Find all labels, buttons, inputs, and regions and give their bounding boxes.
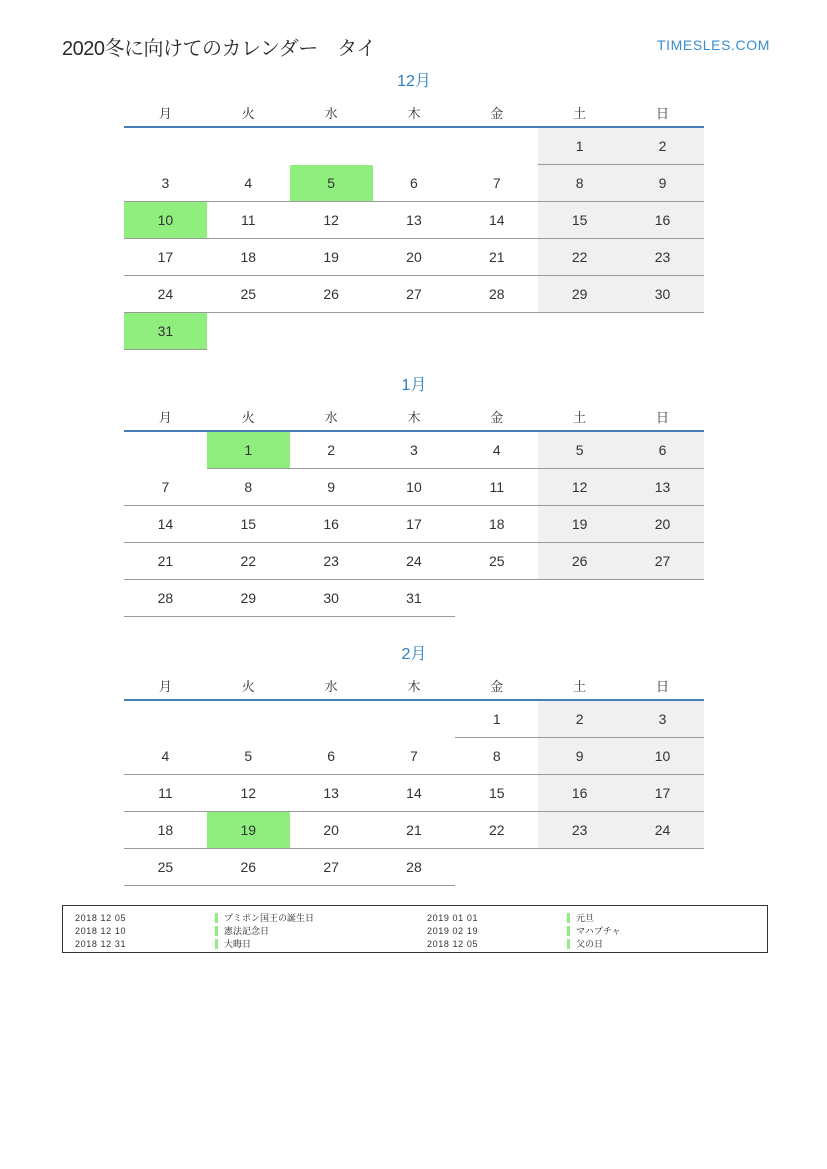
day-number: 24 [654, 822, 671, 838]
calendar-body [124, 431, 704, 617]
day-number: 3 [658, 711, 667, 727]
calendar-day-cell[interactable] [373, 580, 456, 617]
day-number: 2 [575, 711, 584, 727]
day-number: 21 [489, 249, 505, 265]
weekday-tue: 火 [207, 671, 290, 700]
calendar-day-cell[interactable] [207, 506, 290, 543]
day-number: 24 [406, 553, 422, 569]
day-number: 15 [571, 212, 588, 228]
calendar-day-cell[interactable] [538, 165, 621, 202]
calendar-table [124, 671, 704, 886]
legend-date: 2019 01 01 [427, 912, 479, 923]
holiday-legend [62, 905, 768, 953]
day-number: 17 [406, 516, 422, 532]
day-number: 23 [571, 822, 588, 838]
day-number: 12 [571, 479, 588, 495]
calendar-cell-empty [124, 127, 207, 165]
calendar-day-cell[interactable] [124, 239, 207, 276]
calendar-day-cell[interactable] [538, 506, 621, 543]
legend-holiday-name: 憲法記念日 [224, 926, 270, 936]
day-number: 11 [489, 479, 505, 495]
weekday-sun: 日 [621, 671, 704, 700]
day-number: 18 [240, 249, 257, 265]
calendar-day-cell[interactable] [538, 775, 621, 812]
day-number: 10 [157, 212, 174, 228]
weekday-mon: 月 [124, 402, 207, 431]
brand-label: TIMESLES.COM [657, 37, 770, 53]
calendar-day-cell[interactable] [621, 431, 704, 469]
calendar-week-row [124, 469, 704, 506]
calendar-day-cell[interactable] [455, 738, 538, 775]
weekday-header-row [124, 402, 704, 431]
calendar-day-cell[interactable] [373, 849, 456, 886]
calendar-day-cell[interactable] [621, 127, 704, 165]
calendar-cell-empty [538, 580, 621, 617]
day-number: 30 [654, 286, 671, 302]
day-number: 6 [327, 747, 335, 764]
calendar-week-row [124, 165, 704, 202]
calendar-week-row [124, 202, 704, 239]
month-title: 12月 [397, 73, 431, 90]
day-number: 27 [654, 553, 671, 569]
weekday-sat: 土 [538, 671, 621, 700]
day-number: 20 [654, 516, 671, 532]
calendar-day-cell[interactable] [290, 202, 373, 239]
calendar-day-cell[interactable] [290, 506, 373, 543]
calendar-week-row [124, 738, 704, 775]
legend-item [75, 937, 415, 950]
calendar-day-cell[interactable] [373, 775, 456, 812]
calendar-day-cell[interactable] [455, 700, 538, 738]
legend-item [427, 911, 767, 924]
calendar-day-cell[interactable] [207, 580, 290, 617]
day-number: 4 [161, 747, 170, 764]
day-number: 3 [161, 174, 170, 191]
day-number: 17 [654, 785, 671, 801]
calendar-day-cell[interactable] [290, 165, 373, 202]
day-number: 5 [244, 747, 253, 764]
weekday-sat: 土 [538, 402, 621, 431]
calendar-day-cell[interactable] [621, 239, 704, 276]
weekday-mon: 月 [124, 671, 207, 700]
weekday-wed: 水 [290, 98, 373, 127]
day-number: 22 [240, 553, 257, 569]
month-block-december [124, 72, 704, 350]
day-number: 2 [658, 138, 667, 154]
calendar-day-cell[interactable] [373, 738, 456, 775]
calendar-cell-empty [373, 700, 456, 738]
day-number: 13 [654, 479, 671, 495]
calendar-day-cell[interactable] [207, 276, 290, 313]
calendar-cell-empty [207, 313, 290, 350]
calendar-day-cell[interactable] [290, 543, 373, 580]
calendar-day-cell[interactable] [538, 276, 621, 313]
legend-date: 2018 12 31 [75, 938, 127, 949]
calendar-day-cell[interactable] [290, 469, 373, 506]
calendar-day-cell[interactable] [455, 812, 538, 849]
calendar-day-cell[interactable] [373, 239, 456, 276]
legend-item [427, 937, 767, 950]
calendar-week-row [124, 700, 704, 738]
weekday-tue: 火 [207, 98, 290, 127]
calendar-day-cell[interactable] [621, 543, 704, 580]
calendar-day-cell[interactable] [538, 812, 621, 849]
day-number: 11 [240, 212, 256, 228]
calendar-day-cell[interactable] [207, 431, 290, 469]
day-number: 28 [406, 859, 422, 875]
calendar-day-cell[interactable] [124, 313, 207, 350]
calendar-cell-empty [455, 849, 538, 886]
weekday-thu: 木 [373, 671, 456, 700]
legend-color-swatch-icon [215, 913, 218, 923]
weekday-fri: 金 [455, 671, 538, 700]
calendar-day-cell[interactable] [207, 239, 290, 276]
calendar-cell-empty [538, 313, 621, 350]
calendar-day-cell[interactable] [207, 775, 290, 812]
calendar-day-cell[interactable] [290, 239, 373, 276]
legend-date: 2018 12 05 [75, 912, 127, 923]
calendar-week-row [124, 849, 704, 886]
calendar-table [124, 402, 704, 617]
day-number: 31 [157, 323, 174, 339]
day-number: 1 [575, 138, 584, 154]
day-number: 21 [406, 822, 422, 838]
day-number: 13 [406, 212, 422, 228]
day-number: 19 [571, 516, 588, 532]
calendar-cell-empty [124, 700, 207, 738]
legend-color-swatch-icon [567, 939, 570, 949]
day-number: 1 [244, 442, 253, 458]
day-number: 4 [244, 174, 253, 191]
calendar-day-cell[interactable] [124, 543, 207, 580]
calendar-cell-empty [290, 700, 373, 738]
day-number: 9 [327, 479, 335, 495]
calendar-day-cell[interactable] [621, 165, 704, 202]
day-number: 20 [323, 822, 339, 838]
day-number: 27 [323, 859, 339, 875]
weekday-mon: 月 [124, 98, 207, 127]
day-number: 14 [157, 516, 174, 532]
calendar-day-cell[interactable] [538, 239, 621, 276]
calendar-day-cell[interactable] [290, 775, 373, 812]
day-number: 13 [323, 785, 339, 801]
day-number: 12 [240, 785, 257, 801]
calendar-day-cell[interactable] [207, 165, 290, 202]
weekday-tue: 火 [207, 402, 290, 431]
day-number: 11 [158, 785, 173, 801]
legend-date: 2019 02 19 [427, 925, 479, 936]
calendar-day-cell[interactable] [538, 738, 621, 775]
calendar-day-cell[interactable] [373, 543, 456, 580]
legend-color-swatch-icon [215, 939, 218, 949]
calendar-day-cell[interactable] [538, 543, 621, 580]
calendar-day-cell[interactable] [455, 543, 538, 580]
calendar-day-cell[interactable] [207, 849, 290, 886]
day-number: 3 [410, 442, 418, 458]
day-number: 22 [571, 249, 588, 265]
calendar-day-cell[interactable] [373, 812, 456, 849]
calendar-week-row [124, 276, 704, 313]
legend-date: 2018 12 10 [75, 925, 127, 936]
legend-item [75, 911, 415, 924]
calendar-day-cell[interactable] [124, 165, 207, 202]
calendar-cell-empty [373, 127, 456, 165]
calendar-day-cell[interactable] [621, 202, 704, 239]
day-number: 1 [492, 711, 501, 727]
day-number: 28 [157, 590, 174, 606]
calendar-day-cell[interactable] [207, 469, 290, 506]
legend-holiday-name: 大晦日 [224, 939, 252, 949]
day-number: 12 [323, 212, 339, 228]
day-number: 6 [658, 442, 667, 458]
legend-holiday-name: 元旦 [576, 913, 595, 923]
day-number: 6 [410, 174, 418, 191]
day-number: 19 [240, 822, 257, 838]
calendar-week-row [124, 239, 704, 276]
calendar-day-cell[interactable] [621, 276, 704, 313]
day-number: 4 [492, 442, 501, 458]
calendar-week-row [124, 775, 704, 812]
calendar-day-cell[interactable] [124, 276, 207, 313]
calendar-cell-empty [455, 580, 538, 617]
day-number: 15 [240, 516, 257, 532]
calendar-day-cell[interactable] [124, 812, 207, 849]
calendar-day-cell[interactable] [290, 276, 373, 313]
day-number: 9 [575, 748, 584, 764]
calendar-body [124, 700, 704, 886]
calendar-day-cell[interactable] [621, 738, 704, 775]
calendar-day-cell[interactable] [373, 276, 456, 313]
calendar-day-cell[interactable] [124, 849, 207, 886]
weekday-wed: 水 [290, 671, 373, 700]
calendar-cell-empty [207, 700, 290, 738]
legend-column [63, 911, 415, 952]
day-number: 10 [654, 748, 671, 764]
calendar-cell-empty [290, 127, 373, 165]
calendar-day-cell[interactable] [538, 127, 621, 165]
weekday-sun: 日 [621, 98, 704, 127]
calendar-cell-empty [621, 313, 704, 350]
day-number: 29 [240, 590, 257, 606]
calendar-day-cell[interactable] [124, 738, 207, 775]
calendar-day-cell[interactable] [538, 700, 621, 738]
weekday-thu: 木 [373, 98, 456, 127]
day-number: 16 [654, 212, 671, 228]
calendar-day-cell[interactable] [455, 506, 538, 543]
legend-item [427, 924, 767, 937]
day-number: 16 [323, 516, 339, 532]
calendar-cell-empty [455, 313, 538, 350]
calendar-table [124, 98, 704, 350]
calendar-day-cell[interactable] [373, 469, 456, 506]
calendar-week-row [124, 127, 704, 165]
calendar-day-cell[interactable] [373, 202, 456, 239]
day-number: 7 [492, 174, 501, 191]
legend-color-swatch-icon [567, 926, 570, 936]
day-number: 28 [489, 286, 505, 302]
calendar-day-cell[interactable] [290, 580, 373, 617]
weekday-sun: 日 [621, 402, 704, 431]
calendar-day-cell[interactable] [538, 431, 621, 469]
day-number: 16 [571, 785, 588, 801]
calendar-day-cell[interactable] [621, 469, 704, 506]
calendar-week-row [124, 812, 704, 849]
weekday-fri: 金 [455, 402, 538, 431]
day-number: 26 [571, 553, 588, 569]
calendar-day-cell[interactable] [290, 738, 373, 775]
day-number: 19 [323, 249, 339, 265]
month-block-february [124, 645, 704, 886]
day-number: 26 [240, 859, 257, 875]
calendar-week-row [124, 580, 704, 617]
day-number: 18 [157, 822, 174, 838]
day-number: 25 [489, 553, 505, 569]
calendar-day-cell[interactable] [373, 506, 456, 543]
calendar-day-cell[interactable] [455, 276, 538, 313]
day-number: 23 [323, 553, 339, 569]
calendar-day-cell[interactable] [538, 469, 621, 506]
weekday-fri: 金 [455, 98, 538, 127]
page-header [0, 16, 827, 60]
day-number: 14 [406, 785, 422, 801]
weekday-header-row [124, 671, 704, 700]
calendar-week-row [124, 313, 704, 350]
page-title: 2020冬に向けてのカレンダー タイ [62, 38, 376, 60]
day-number: 5 [327, 174, 335, 191]
calendar-day-cell[interactable] [124, 202, 207, 239]
calendar-day-cell[interactable] [455, 202, 538, 239]
legend-holiday-name: 父の日 [576, 939, 604, 949]
calendar-day-cell[interactable] [373, 165, 456, 202]
day-number: 7 [161, 478, 170, 495]
legend-item [75, 924, 415, 937]
calendar-day-cell[interactable] [455, 239, 538, 276]
weekday-thu: 木 [373, 402, 456, 431]
day-number: 8 [244, 479, 253, 495]
calendar-day-cell[interactable] [124, 580, 207, 617]
calendar-day-cell[interactable] [621, 506, 704, 543]
weekday-header-row [124, 98, 704, 127]
calendar-day-cell[interactable] [290, 849, 373, 886]
month-title: 1月 [401, 377, 427, 394]
day-number: 10 [406, 479, 422, 495]
day-number: 15 [489, 785, 505, 801]
legend-columns [63, 906, 767, 952]
legend-color-swatch-icon [567, 913, 570, 923]
calendar-cell-empty [290, 313, 373, 350]
calendar-cell-empty [538, 849, 621, 886]
calendar-day-cell[interactable] [455, 469, 538, 506]
calendar-day-cell[interactable] [290, 431, 373, 469]
calendar-day-cell[interactable] [621, 700, 704, 738]
day-number: 31 [406, 590, 422, 606]
calendar-cell-empty [207, 127, 290, 165]
calendar-cell-empty [455, 127, 538, 165]
day-number: 29 [571, 286, 588, 302]
day-number: 25 [157, 859, 174, 875]
calendar-day-cell[interactable] [455, 775, 538, 812]
calendar-day-cell[interactable] [538, 202, 621, 239]
day-number: 18 [489, 516, 505, 532]
calendar-week-row [124, 506, 704, 543]
legend-date: 2018 12 05 [427, 938, 479, 949]
day-number: 8 [492, 748, 501, 764]
day-number: 5 [575, 442, 584, 458]
legend-holiday-name: マハプチャ [576, 926, 621, 936]
calendar-day-cell[interactable] [621, 775, 704, 812]
weekday-wed: 水 [290, 402, 373, 431]
legend-column [415, 911, 767, 952]
day-number: 20 [406, 249, 422, 265]
day-number: 27 [406, 286, 422, 302]
day-number: 14 [489, 212, 505, 228]
calendar-day-cell[interactable] [124, 469, 207, 506]
calendar-day-cell[interactable] [207, 812, 290, 849]
day-number: 7 [410, 747, 418, 764]
calendar-day-cell[interactable] [621, 812, 704, 849]
legend-holiday-name: プミポン国王の誕生日 [224, 913, 315, 923]
month-block-january [124, 376, 704, 617]
day-number: 25 [240, 286, 257, 302]
calendar-cell-empty [621, 849, 704, 886]
day-number: 22 [489, 822, 505, 838]
calendar-day-cell[interactable] [124, 506, 207, 543]
day-number: 30 [323, 590, 339, 606]
calendar-day-cell[interactable] [207, 543, 290, 580]
calendar-cell-empty [124, 431, 207, 469]
calendar-day-cell[interactable] [455, 431, 538, 469]
calendar-day-cell[interactable] [124, 775, 207, 812]
day-number: 23 [654, 249, 671, 265]
day-number: 9 [658, 175, 667, 191]
weekday-sat: 土 [538, 98, 621, 127]
calendar-day-cell[interactable] [373, 431, 456, 469]
legend-color-swatch-icon [215, 926, 218, 936]
day-number: 24 [157, 286, 174, 302]
calendar-week-row [124, 543, 704, 580]
calendar-day-cell[interactable] [455, 165, 538, 202]
calendar-cell-empty [373, 313, 456, 350]
month-title: 2月 [401, 646, 427, 663]
calendar-day-cell[interactable] [207, 738, 290, 775]
day-number: 21 [157, 553, 174, 569]
calendar-day-cell[interactable] [207, 202, 290, 239]
day-number: 26 [323, 286, 339, 302]
calendar-body [124, 127, 704, 350]
calendar-cell-empty [621, 580, 704, 617]
calendar-day-cell[interactable] [290, 812, 373, 849]
day-number: 8 [575, 175, 584, 191]
day-number: 17 [157, 249, 174, 265]
calendar-week-row [124, 431, 704, 469]
day-number: 2 [327, 442, 335, 458]
